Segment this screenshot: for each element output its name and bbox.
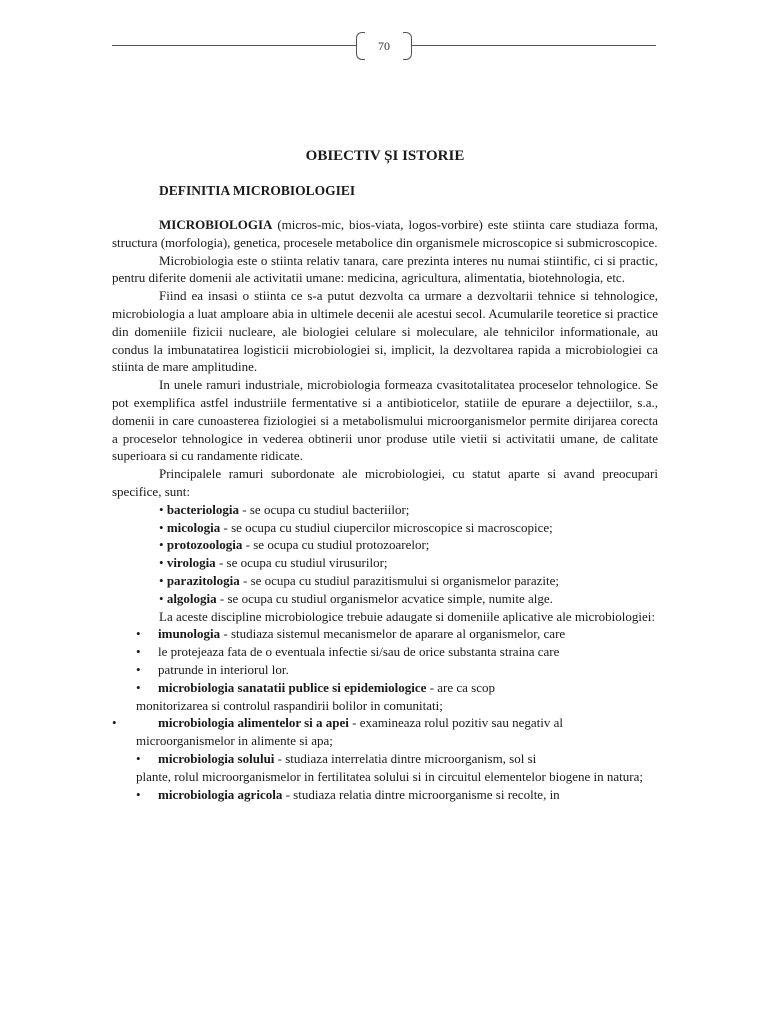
list-item: • microbiologia agricola - studiaza relatia dintre microorganisme si recolte, in xyxy=(136,786,560,802)
list-item: • patrunde in interiorul lor. xyxy=(136,661,289,677)
applied-list xyxy=(112,625,658,803)
page-header xyxy=(112,30,656,62)
section-title: DEFINITIA MICROBIOLOGIEI xyxy=(159,183,356,198)
list-item: • bacteriologia - se ocupa cu studiul bacteriilor; xyxy=(159,501,410,517)
list-item: • imunologia - studiaza sistemul mecanismelor de aparare al organismelor, care xyxy=(136,626,566,642)
list-item: • le protejeaza fata de o eventuala infectie si/sau de orice substanta straina care xyxy=(136,644,560,660)
list-item: • algologia - se ocupa cu studiul organismelor acvatice simple, numite alge. xyxy=(159,590,553,606)
header-rule-left xyxy=(112,45,356,46)
paragraph-4: In unele ramuri industriale, microbiologia formeaza cvasitotalitatea proceselor tehnologice. Se pot exemplifica astfel industriile fermentative si a antibioticelor, statiile de epurare a dejectiilor, s.a., domenii in care cunoasterea fiziologiei si a metabolismului microorganismelor permite dirijarea corecta a proceselor tehnologice in vederea obtinerii unor produse utile vietii si activitatii umane, de calitate superioara si cu randamente ridicate. xyxy=(112,377,658,464)
page-number: 70 xyxy=(356,32,412,60)
branches-list xyxy=(112,501,658,608)
definition-term: MICROBIOLOGIA xyxy=(159,217,273,232)
header-rule-right xyxy=(412,45,656,46)
paragraph-3: Fiind ea insasi o stiinta ce s-a putut dezvolta ca urmare a dezvoltarii tehnice si tehnologice, microbiologia a luat amploare abia in ultimele decenii ale acestui secol. Acumularile teoretice si practice din domeniile fizicii nucleare, ale biologiei celulare si moleculare, ale tehnicilor informationale, au condus la imbunatatirea logisticii microbiologiei si, implicit, la dezvoltarea rapida a microbiologiei ca stiinta de mare amplitudine. xyxy=(112,288,658,375)
list-item: • microbiologia sanatatii publice si epidemiologice - are ca scop monitorizarea si controlul raspandirii bolilor in comunitati; xyxy=(136,679,496,713)
list-item: • protozoologia - se ocupa cu studiul protozoarelor; xyxy=(159,537,430,553)
list-item: • micologia - se ocupa cu studiul ciupercilor microscopice si macroscopice; xyxy=(159,519,553,535)
list-item: • virologia - se ocupa cu studiul virusurilor; xyxy=(159,555,388,571)
list-item: • microbiologia solului - studiaza interrelatia dintre microorganism, sol si plante, rolul microorganismelor in fertilitatea solului si in circuitul elementelor biogene in natura; xyxy=(136,750,643,784)
page-content xyxy=(112,146,658,803)
paragraph-5: Principalele ramuri subordonate ale microbiologiei, cu statut aparte si avand preocupari specifice, sunt: xyxy=(112,466,658,499)
paragraph-2: Microbiologia este o stiinta relativ tanara, care prezinta interes nu numai stiintific, ci si practic, pentru diferite domenii ale activitatii umane: medicina, agricultura, alimentatia, biotehnologia, etc. xyxy=(112,252,658,286)
list-item: • parazitologia - se ocupa cu studiul parazitismului si organismelor parazite; xyxy=(159,572,560,588)
chapter-title: OBIECTIV ȘI ISTORIE xyxy=(305,148,465,164)
definition-text: (micros-mic, bios-viata, logos-vorbire) este stiinta care studiaza forma, structura (morfologia), genetica, procesele metabolice din organismele microscopice si submicroscopice. xyxy=(112,217,658,250)
list-item: • microbiologia alimentelor si a apei - examineaza rolul pozitiv sau negativ al microorganismelor in alimente si apa; xyxy=(112,715,563,749)
paragraph-6: La aceste discipline microbiologice trebuie adaugate si domeniile aplicative ale microbiologiei: xyxy=(159,608,655,624)
paragraph-definition xyxy=(112,216,658,252)
